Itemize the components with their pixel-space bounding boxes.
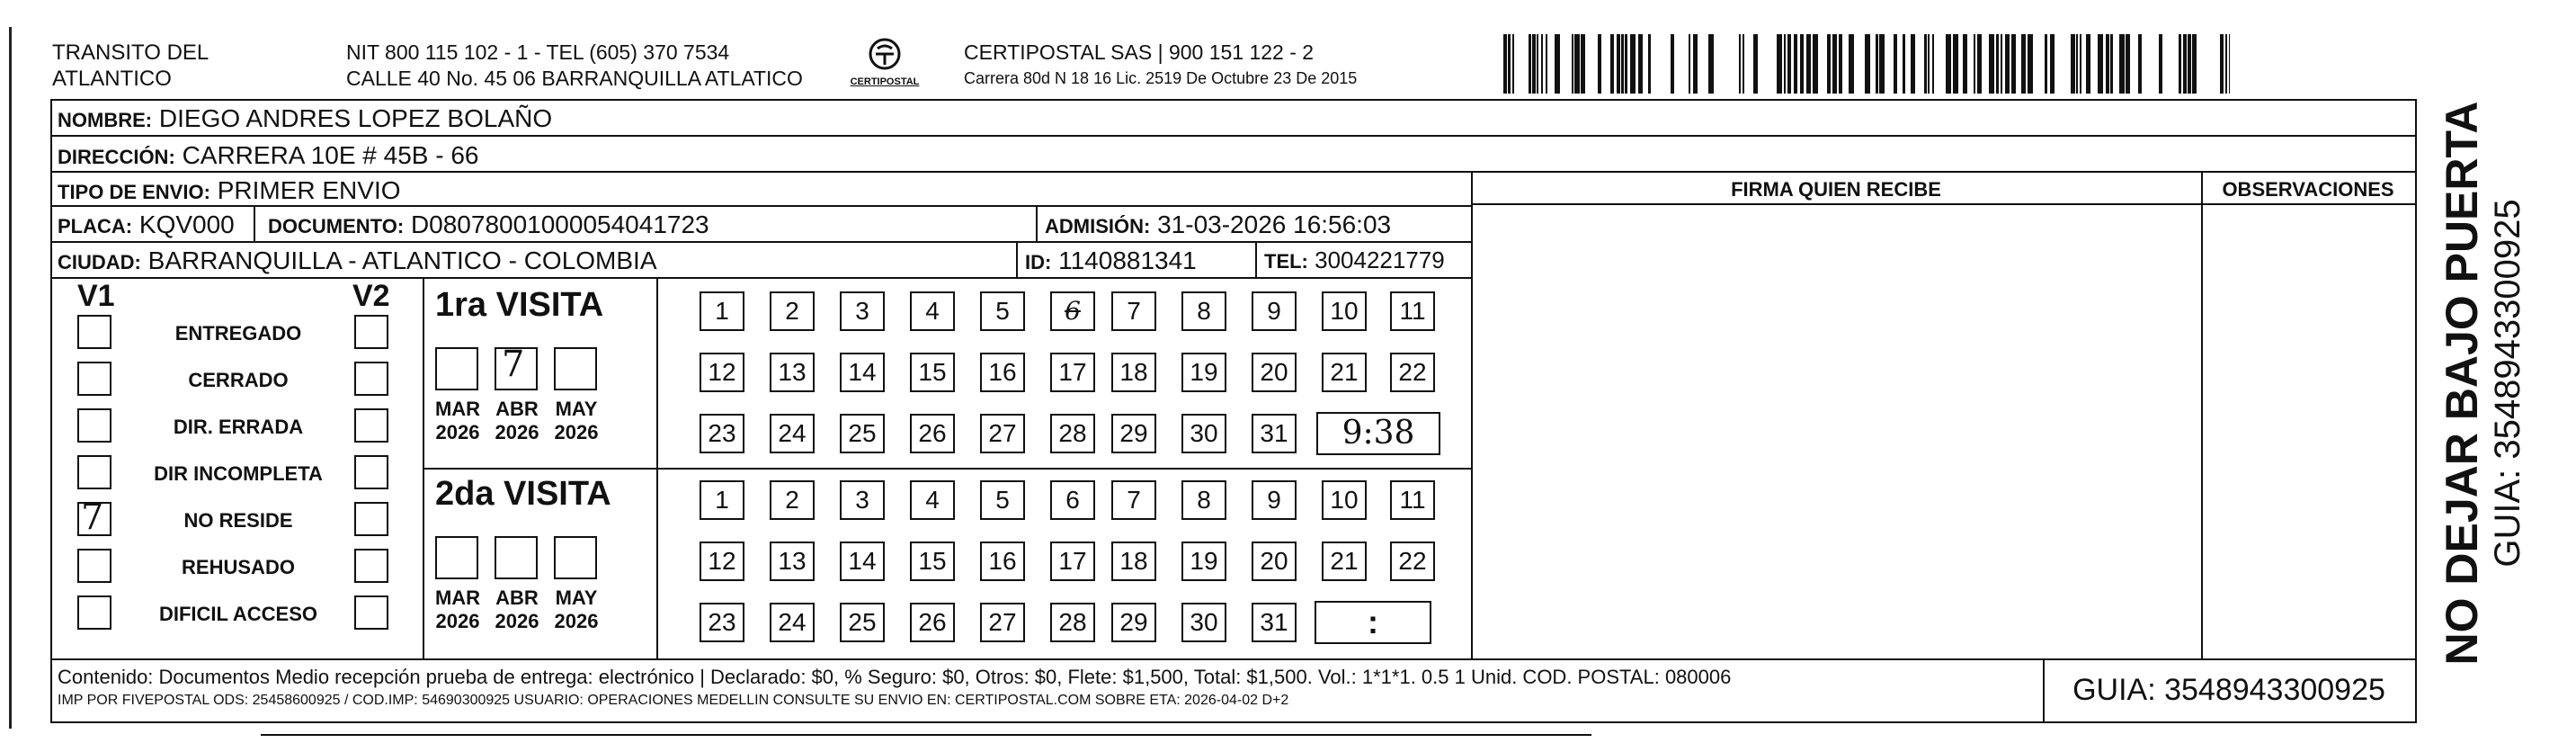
status-label: CERRADO bbox=[188, 369, 289, 391]
ciudad-value: BARRANQUILLA - ATLANTICO - COLOMBIA bbox=[147, 246, 657, 274]
visit1-title: 1ra VISITA bbox=[435, 286, 604, 324]
day-box[interactable]: 21 bbox=[1322, 542, 1367, 581]
month-checkbox[interactable] bbox=[435, 536, 478, 579]
month-name: MAY bbox=[555, 586, 598, 609]
month-checkbox[interactable] bbox=[495, 344, 538, 390]
footer-content-line: Contenido: Documentos Medio recepción prueba de entrega: electrónico | Declarado: $0, % Seguro: $0, Otros: $0, Flete: $1,500, Total: $1,500. Vol.: 1*1*1. 0.5 1 Unid. COD. POSTAL: 080006 bbox=[58, 666, 1732, 688]
month-year: 2026 bbox=[495, 610, 539, 632]
day-box[interactable]: 14 bbox=[840, 542, 885, 581]
v2-header: V2 bbox=[352, 279, 390, 313]
admision-cell bbox=[1045, 210, 1391, 239]
day-box[interactable]: 9 bbox=[1252, 480, 1297, 520]
day-box[interactable]: 5 bbox=[980, 291, 1025, 331]
month-label bbox=[486, 586, 548, 633]
company-license: Carrera 80d N 18 16 Lic. 2519 De Octubre 23 De 2015 bbox=[964, 69, 1358, 87]
footer-text bbox=[58, 666, 1731, 712]
day-box[interactable]: 6 bbox=[1050, 480, 1095, 520]
tel-value: 3004221779 bbox=[1315, 246, 1445, 273]
certipostal-logo-icon bbox=[867, 36, 903, 72]
day-box[interactable]: 30 bbox=[1181, 414, 1226, 453]
company-info bbox=[964, 40, 1357, 92]
month-name: ABR bbox=[495, 398, 539, 420]
guia-number: GUIA: 3548943300925 bbox=[2072, 673, 2385, 707]
day-box[interactable]: 28 bbox=[1050, 603, 1095, 642]
month-year: 2026 bbox=[495, 421, 539, 443]
month-checkbox[interactable] bbox=[435, 347, 478, 390]
day-box[interactable]: 12 bbox=[700, 542, 744, 581]
issuer-address: CALLE 40 No. 45 06 BARRANQUILLA ATLATICO bbox=[346, 67, 803, 90]
ciudad-label: CIUDAD: bbox=[58, 251, 141, 273]
id-label: ID: bbox=[1025, 251, 1052, 273]
status-label: DIFICIL ACCESO bbox=[158, 603, 317, 625]
placa-label: PLACA: bbox=[58, 215, 133, 237]
v1-checkbox[interactable] bbox=[77, 497, 111, 538]
v2-checkbox[interactable] bbox=[354, 455, 388, 489]
day-box[interactable]: 25 bbox=[840, 603, 885, 642]
id-cell bbox=[1025, 246, 1197, 275]
day-box[interactable]: 10 bbox=[1322, 291, 1367, 331]
direccion-label: DIRECCIÓN: bbox=[58, 146, 175, 168]
day-box[interactable]: 20 bbox=[1252, 542, 1297, 581]
day-box[interactable]: 7 bbox=[1111, 480, 1156, 520]
nombre-row bbox=[50, 99, 2417, 137]
placa-value: KQV000 bbox=[138, 210, 235, 238]
footer-print-line: IMP POR FIVEPOSTAL ODS: 25458600925 / COD.IMP: 54690300925 USUARIO: OPERACIONES MEDELLIN CONSULTE SU ENVIO EN: CERTIPOSTAL.COM SOBRE ETA: 2026-04-02 D+2 bbox=[58, 693, 1289, 708]
day-box[interactable]: 22 bbox=[1390, 353, 1435, 392]
v1-checkbox[interactable] bbox=[77, 595, 111, 630]
day-box[interactable]: 19 bbox=[1181, 353, 1226, 392]
month-checkbox[interactable] bbox=[495, 536, 538, 579]
observaciones-divider bbox=[2201, 173, 2203, 658]
day-box[interactable]: 1 bbox=[700, 480, 744, 520]
month-checkbox[interactable] bbox=[554, 536, 597, 579]
day-box[interactable]: 16 bbox=[980, 542, 1025, 581]
v2-checkbox[interactable] bbox=[354, 315, 388, 349]
nombre-value: DIEGO ANDRES LOPEZ BOLAÑO bbox=[158, 104, 553, 132]
side-notice-rotated bbox=[2436, 102, 2527, 666]
visit-time[interactable]: 9:38 bbox=[1316, 412, 1440, 455]
day-box[interactable]: 10 bbox=[1322, 480, 1367, 520]
day-box[interactable]: 18 bbox=[1111, 542, 1156, 581]
admision-value: 31-03-2026 16:56:03 bbox=[1157, 210, 1392, 238]
month-year: 2026 bbox=[435, 421, 480, 443]
day-box[interactable]: 20 bbox=[1252, 353, 1297, 392]
certipostal-logo-text: CERTIPOSTAL bbox=[850, 76, 920, 87]
day-box[interactable]: 8 bbox=[1181, 480, 1226, 520]
day-box[interactable]: 13 bbox=[770, 353, 815, 392]
month-name: ABR bbox=[495, 586, 539, 609]
status-label: DIR. ERRADA bbox=[173, 416, 304, 438]
v1-checkbox[interactable] bbox=[77, 315, 111, 349]
day-box[interactable]: 15 bbox=[910, 542, 955, 581]
v2-checkbox[interactable] bbox=[354, 595, 388, 630]
day-box[interactable]: 4 bbox=[910, 291, 955, 331]
day-box[interactable]: 3 bbox=[840, 291, 885, 331]
month-name: MAY bbox=[555, 398, 598, 420]
issuer-nit: NIT 800 115 102 - 1 - TEL (605) 370 7534 bbox=[346, 40, 730, 64]
no-dejar-bajo-puerta: NO DEJAR BAJO PUERTA bbox=[2437, 101, 2487, 666]
day-box[interactable]: 24 bbox=[770, 603, 815, 642]
month-year: 2026 bbox=[435, 610, 480, 632]
v1-checkbox[interactable] bbox=[77, 362, 111, 396]
placa-divider bbox=[254, 207, 255, 243]
company-nit: CERTIPOSTAL SAS | 900 151 122 - 2 bbox=[964, 40, 1315, 64]
visit-split-line bbox=[423, 468, 1471, 470]
day-box[interactable]: 31 bbox=[1252, 414, 1297, 453]
day-box[interactable]: 19 bbox=[1181, 542, 1226, 581]
v1-header: V1 bbox=[77, 279, 115, 313]
day-box[interactable]: 11 bbox=[1390, 480, 1435, 520]
day-box[interactable]: 1 bbox=[700, 291, 744, 331]
day-box[interactable]: 29 bbox=[1111, 414, 1156, 453]
nombre-label: NOMBRE: bbox=[58, 109, 153, 131]
day-box[interactable]: 14 bbox=[840, 353, 885, 392]
day-box[interactable]: 7 bbox=[1111, 291, 1156, 331]
v2-checkbox[interactable] bbox=[354, 408, 388, 443]
visit-time[interactable]: : bbox=[1315, 601, 1431, 644]
day-box[interactable]: 8 bbox=[1181, 291, 1226, 331]
firma-label: FIRMA QUIEN RECIBE bbox=[1731, 178, 1941, 201]
documento-label: DOCUMENTO: bbox=[268, 215, 405, 237]
signature-left-border bbox=[1471, 173, 1473, 658]
month-checkmark: 7 bbox=[502, 344, 525, 385]
day-box[interactable]: 6 bbox=[1050, 291, 1095, 331]
day-box[interactable]: 29 bbox=[1111, 603, 1156, 642]
admision-divider bbox=[1036, 207, 1038, 243]
tel-divider bbox=[1255, 243, 1257, 279]
v1-checkmark: 7 bbox=[81, 497, 104, 538]
v1-checkbox[interactable] bbox=[77, 549, 111, 583]
day-box[interactable]: 28 bbox=[1050, 414, 1095, 453]
direccion-row bbox=[50, 137, 2417, 173]
day-box[interactable]: 26 bbox=[910, 414, 955, 453]
issuer-org-line1: TRANSITO DEL bbox=[52, 40, 209, 65]
day-box[interactable]: 17 bbox=[1050, 353, 1095, 392]
month-label bbox=[426, 398, 489, 444]
tel-cell bbox=[1264, 246, 1445, 274]
visit2-title: 2da VISITA bbox=[435, 475, 611, 513]
day-box[interactable]: 4 bbox=[910, 480, 955, 520]
day-box[interactable]: 13 bbox=[770, 542, 815, 581]
day-box[interactable]: 23 bbox=[700, 414, 744, 453]
tipo-row bbox=[50, 173, 1473, 207]
observaciones-label: OBSERVACIONES bbox=[2222, 178, 2394, 201]
side-guia: GUIA: 3548943300925 bbox=[2488, 199, 2527, 568]
issuer-contact bbox=[346, 40, 803, 92]
left-edge-line bbox=[9, 27, 12, 729]
footer-top-line bbox=[50, 658, 2417, 660]
day-box[interactable]: 23 bbox=[700, 603, 744, 642]
status-label: NO RESIDE bbox=[183, 509, 293, 532]
bottom-cut-line bbox=[261, 734, 1591, 736]
status-label: REHUSADO bbox=[182, 556, 295, 578]
tipo-value: PRIMER ENVIO bbox=[217, 176, 401, 204]
issuer-org-line2: ATLANTICO bbox=[52, 67, 172, 91]
documento-cell bbox=[268, 210, 709, 239]
ciudad-row bbox=[50, 243, 1473, 279]
day-box[interactable]: 25 bbox=[840, 414, 885, 453]
status-label: ENTREGADO bbox=[174, 322, 302, 345]
documento-value: D08078001000054041723 bbox=[410, 210, 709, 238]
day-box[interactable]: 2 bbox=[770, 291, 815, 331]
tel-label: TEL: bbox=[1264, 250, 1308, 273]
month-checkbox[interactable] bbox=[554, 347, 597, 390]
v2-checkbox[interactable] bbox=[354, 362, 388, 396]
day-box[interactable]: 16 bbox=[980, 353, 1025, 392]
day-box[interactable]: 5 bbox=[980, 480, 1025, 520]
status-label: DIR INCOMPLETA bbox=[154, 462, 323, 485]
day-box[interactable]: 24 bbox=[770, 414, 815, 453]
v2-checkbox[interactable] bbox=[354, 502, 388, 536]
day-box[interactable]: 2 bbox=[770, 480, 815, 520]
day-box[interactable]: 27 bbox=[980, 603, 1025, 642]
month-name: MAR bbox=[434, 586, 481, 609]
day-box[interactable]: 27 bbox=[980, 414, 1025, 453]
issuer-org bbox=[52, 40, 209, 92]
month-year: 2026 bbox=[554, 610, 599, 632]
v2-checkbox[interactable] bbox=[354, 549, 388, 583]
direccion-value: CARRERA 10E # 45B - 66 bbox=[182, 141, 479, 169]
v1-checkbox[interactable] bbox=[77, 408, 111, 443]
signature-header-line bbox=[1471, 203, 2415, 205]
id-divider bbox=[1016, 243, 1018, 279]
day-box[interactable]: 26 bbox=[910, 603, 955, 642]
month-year: 2026 bbox=[554, 421, 599, 443]
day-box[interactable]: 17 bbox=[1050, 542, 1095, 581]
month-label bbox=[426, 586, 489, 633]
month-name: MAR bbox=[434, 398, 481, 420]
day-box[interactable]: 21 bbox=[1322, 353, 1367, 392]
id-value: 1140881341 bbox=[1058, 246, 1197, 274]
day-box[interactable]: 15 bbox=[910, 353, 955, 392]
month-label bbox=[545, 586, 608, 633]
day-box[interactable]: 22 bbox=[1390, 542, 1435, 581]
day-box[interactable]: 31 bbox=[1252, 603, 1297, 642]
day-box[interactable]: 9 bbox=[1252, 291, 1297, 331]
v1-checkbox[interactable] bbox=[77, 455, 111, 489]
day-box[interactable]: 12 bbox=[700, 353, 744, 392]
admision-label: ADMISIÓN: bbox=[1045, 215, 1151, 237]
day-box[interactable]: 30 bbox=[1181, 603, 1226, 642]
day-box[interactable]: 3 bbox=[840, 480, 885, 520]
day-box[interactable]: 18 bbox=[1111, 353, 1156, 392]
side-notice bbox=[2410, 101, 2554, 666]
day-box[interactable]: 11 bbox=[1390, 291, 1435, 331]
month-label bbox=[545, 398, 608, 444]
tipo-label: TIPO DE ENVIO: bbox=[58, 181, 210, 203]
certipostal-logo bbox=[849, 36, 921, 95]
barcode bbox=[1503, 34, 2230, 94]
month-label bbox=[486, 398, 548, 444]
